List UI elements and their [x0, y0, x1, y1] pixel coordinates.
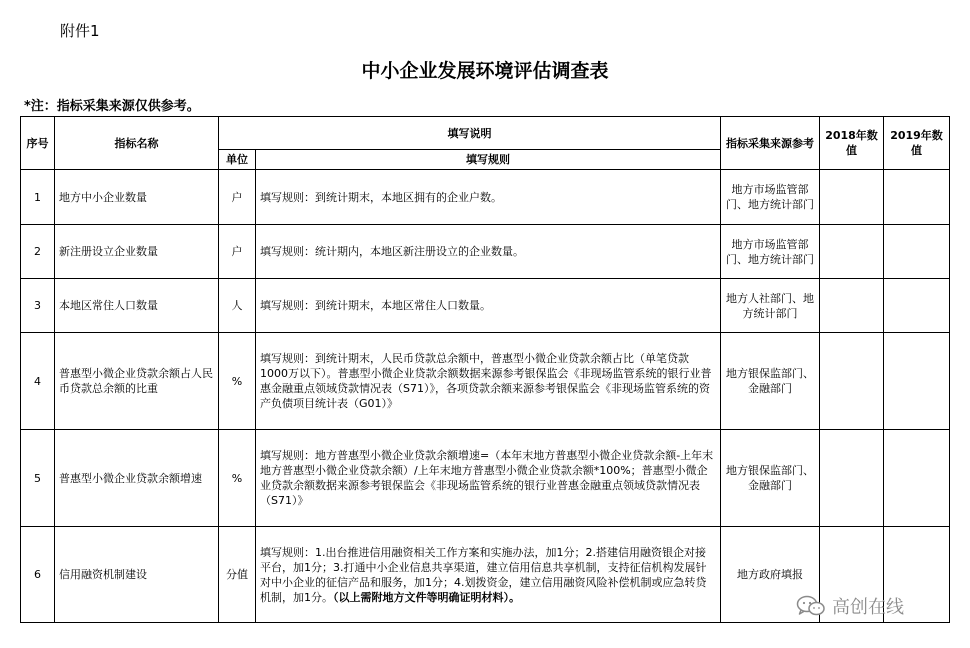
table-row [21, 225, 950, 279]
header-instructions: 填写说明 [219, 117, 721, 150]
cell-2019-value[interactable] [884, 170, 950, 225]
cell-seq: 2 [21, 225, 55, 279]
cell-unit: 分值 [219, 527, 256, 623]
cell-indicator-name: 本地区常住人口数量 [55, 279, 219, 333]
cell-2019-value[interactable] [884, 225, 950, 279]
cell-2019-value[interactable] [884, 333, 950, 430]
cell-source: 地方市场监管部门、地方统计部门 [721, 225, 820, 279]
table-row [21, 430, 950, 527]
cell-2019-value[interactable] [884, 279, 950, 333]
cell-rule [256, 333, 721, 430]
table-row [21, 170, 950, 225]
cell-rule [256, 225, 721, 279]
cell-unit: 户 [219, 170, 256, 225]
cell-rule [256, 279, 721, 333]
cell-indicator-name: 地方中小企业数量 [55, 170, 219, 225]
header-rule: 填写规则 [256, 150, 721, 170]
rule-text: 填写规则：到统计期末，本地区拥有的企业户数。 [260, 190, 502, 204]
rule-text: 填写规则：地方普惠型小微企业贷款余额增速=（本年末地方普惠型小微企业贷款余额-上年末地方普惠型小微企业贷款余额）/上年末地方普惠型小微企业贷款余额*100%；普惠型小微企业贷款余额数据来源参考银保监会《非现场监管系统的银行业普惠金融重点领域贷款情况表（S71）》 [260, 449, 714, 507]
cell-seq: 6 [21, 527, 55, 623]
cell-2018-value[interactable] [820, 430, 884, 527]
cell-source: 地方人社部门、地方统计部门 [721, 279, 820, 333]
cell-2018-value[interactable] [820, 170, 884, 225]
attachment-label: 附件1 [60, 22, 100, 40]
cell-seq: 1 [21, 170, 55, 225]
survey-table [20, 116, 950, 623]
watermark [796, 592, 904, 620]
header-seq: 序号 [21, 117, 55, 170]
header-2018: 2018年数值 [820, 117, 884, 170]
cell-unit: % [219, 430, 256, 527]
rule-text: 填写规则：统计期内，本地区新注册设立的企业数量。 [260, 245, 524, 258]
cell-indicator-name: 信用融资机制建设 [55, 527, 219, 623]
rule-text: 填写规则：1.出台推进信用融资相关工作方案和实施办法，加1分；2.搭建信用融资银企对接平台，加1分；3.打通中小企业信息共享渠道，建立信用信息共享机制，支持征信机构发展针对中小企业的征信产品和服务，加1分；4.划拨资金，建立信用融资风险补偿机制或应急转贷机制，加1分。 [260, 545, 707, 604]
cell-rule [256, 527, 721, 623]
wechat-icon [796, 595, 826, 617]
cell-unit: 人 [219, 279, 256, 333]
header-source: 指标采集来源参考 [721, 117, 820, 170]
cell-2018-value[interactable] [820, 225, 884, 279]
cell-source: 地方政府填报 [721, 527, 820, 623]
cell-seq: 4 [21, 333, 55, 430]
cell-unit: % [219, 333, 256, 430]
watermark-text: 高创在线 [832, 597, 904, 618]
cell-seq: 3 [21, 279, 55, 333]
table-row [21, 333, 950, 430]
rule-bold-text: （以上需附地方文件等明确证明材料）。 [333, 590, 520, 604]
rule-text: 填写规则：到统计期末，本地区常住人口数量。 [260, 299, 491, 312]
header-name: 指标名称 [55, 117, 219, 170]
cell-rule [256, 170, 721, 225]
source-note: *注：指标采集来源仅供参考。 [24, 99, 200, 114]
cell-2018-value[interactable] [820, 279, 884, 333]
rule-text: 填写规则：到统计期末，人民币贷款总余额中，普惠型小微企业贷款余额占比（单笔贷款1000万以下）。普惠型小微企业贷款余额数据来源参考银保监会《非现场监管系统的银行业普惠金融重点领域贷款情况表（S71）》，各项贷款余额来源参考银保监会《非现场监管系统的资产负债项目统计表（G01）》 [260, 352, 712, 410]
table-row [21, 279, 950, 333]
cell-seq: 5 [21, 430, 55, 527]
cell-source: 地方市场监管部门、地方统计部门 [721, 170, 820, 225]
cell-unit: 户 [219, 225, 256, 279]
cell-source: 地方银保监部门、金融部门 [721, 333, 820, 430]
cell-rule [256, 430, 721, 527]
header-unit: 单位 [219, 150, 256, 170]
cell-source: 地方银保监部门、金融部门 [721, 430, 820, 527]
cell-indicator-name: 新注册设立企业数量 [55, 225, 219, 279]
cell-2018-value[interactable] [820, 333, 884, 430]
cell-2019-value[interactable] [884, 430, 950, 527]
header-2019: 2019年数值 [884, 117, 950, 170]
cell-indicator-name: 普惠型小微企业贷款余额占人民币贷款总余额的比重 [55, 333, 219, 430]
document-title: 中小企业发展环境评估调查表 [361, 60, 609, 82]
cell-indicator-name: 普惠型小微企业贷款余额增速 [55, 430, 219, 527]
header-row-1 [21, 117, 950, 150]
